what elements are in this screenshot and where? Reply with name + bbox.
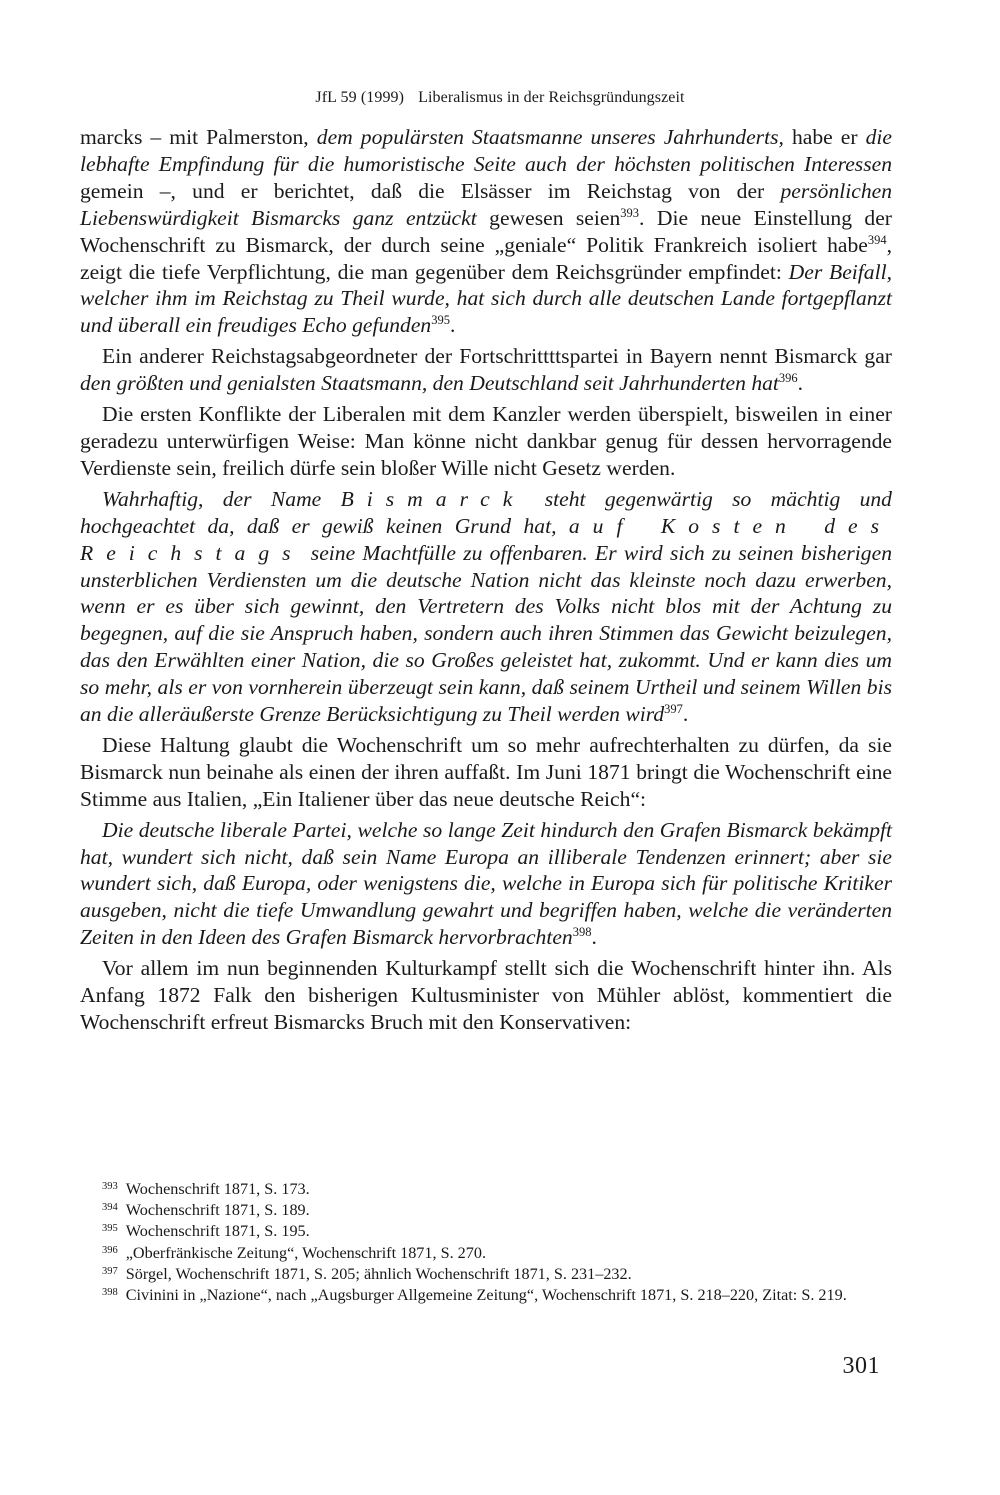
running-title: Liberalismus in der Reichsgründungszeit bbox=[418, 89, 685, 106]
footnote-number: 395 bbox=[102, 1223, 118, 1235]
footnote-number: 397 bbox=[102, 1265, 118, 1277]
quote-run: den größten und genialsten Staatsmann, den Deutschland seit Jahrhunderten hat bbox=[80, 371, 779, 396]
footnote-number: 396 bbox=[102, 1244, 118, 1256]
footnote-text: Wochenschrift 1871, S. 195. bbox=[125, 1222, 310, 1241]
text-run: gemein –, und er berichtet, daß die Elsässer im Reichstag von der bbox=[80, 178, 781, 203]
text-run: marcks – mit Palmerston, bbox=[80, 125, 317, 149]
quote-run: dem populärsten Staatsmanne unseres Jahrhunderts, bbox=[316, 125, 784, 149]
quote-run: steht gegenwärtig so mächtig und hochgeachtet da, daß er gewiß keinen Grund hat, bbox=[80, 486, 892, 538]
block-quote-2 bbox=[80, 817, 892, 952]
footnote-number: 394 bbox=[102, 1202, 118, 1214]
footnote bbox=[80, 1264, 892, 1284]
footnote-text: Civinini in „Nazione“, nach „Augsburger Allgemeine Zeitung“, Wochenschrift 1871, S. 218–220, Zitat: S. 219. bbox=[125, 1286, 847, 1305]
footnote bbox=[80, 1200, 892, 1220]
paragraph-5 bbox=[80, 955, 892, 1036]
spaced-emphasis: auf Kosten des Reichstags bbox=[80, 513, 892, 565]
text-run: Vor allem im nun beginnenden Kulturkampf stellt sich die Wochenschrift hinter ihn. Als Anfang 1872 Falk den bisherigen Kultusminister von Mühler ablöst, kommentiert die Wochenschrift erfreut Bismarcks Bruch mit den Konservativen: bbox=[80, 956, 892, 1034]
footnote-text: „Oberfränkische Zeitung“, Wochenschrift 1871, S. 270. bbox=[125, 1243, 487, 1262]
footnote-ref: 397 bbox=[664, 702, 683, 717]
footnote bbox=[80, 1285, 892, 1305]
main-text bbox=[80, 124, 892, 1040]
text-run: Diese Haltung glaubt die Wochenschrift um so mehr aufrechterhalten zu dürfen, da sie Bismarck nun beinahe als einen der ihren auffaßt. Im Juni 1871 bringt die Wochenschrift eine Stimme aus Italien, „Ein Italiener über das neue deutsche Reich“: bbox=[80, 732, 892, 811]
footnote-ref: 395 bbox=[431, 313, 450, 328]
journal-citation: JfL 59 (1999) bbox=[315, 89, 405, 106]
paragraph-3 bbox=[80, 401, 892, 482]
quote-run: persönlichen Liebenswürdigkeit Bismarcks ganz entzückt bbox=[80, 178, 892, 230]
footnote-ref: 396 bbox=[778, 371, 798, 386]
text-run: . Die neue Einstellung der Wochenschrift zu Bismarck, der durch seine „geniale“ Politik Frankreich isoliert habe bbox=[80, 205, 892, 257]
text-run: gewesen seien bbox=[476, 205, 621, 230]
paragraph-4 bbox=[80, 732, 892, 813]
text-run: . bbox=[797, 371, 804, 396]
footnotes bbox=[80, 1179, 892, 1306]
footnote-number: 393 bbox=[102, 1181, 118, 1192]
footnote-ref: 394 bbox=[867, 232, 887, 247]
page-number: 301 bbox=[842, 1353, 880, 1379]
footnote-text: Wochenschrift 1871, S. 189. bbox=[125, 1201, 310, 1220]
text-run: . bbox=[682, 702, 689, 727]
quote-run: Der Beifall, welcher ihm im Reichstag zu Theil wurde, hat sich durch alle deutschen Lande fortgepflanzt und überall ein freudiges Echo gefunden bbox=[80, 259, 892, 338]
block-quote-1 bbox=[80, 486, 892, 728]
footnote bbox=[80, 1221, 892, 1241]
quote-run: Die deutsche liberale Partei, welche so lange Zeit hindurch den Grafen Bismarck bekämpft hat, wundert sich nicht, daß sein Name Europa an illiberale Tendenzen erinnert; aber sie wundert sich, daß Europa, oder wenigstens die, welche in Europa sich für politische Kritiker ausgeben, nicht die tiefe Umwandlung gewahrt und begriffen haben, welche die veränderten Zeiten in den Ideen des Grafen Bismarck hervorbrachten bbox=[80, 817, 892, 950]
footnote-ref: 393 bbox=[620, 205, 640, 220]
footnote bbox=[80, 1243, 892, 1263]
spaced-emphasis: Bismarck bbox=[340, 486, 526, 511]
footnote-ref: 398 bbox=[572, 925, 592, 940]
text-run: habe er bbox=[783, 125, 866, 149]
footnote-text: Wochenschrift 1871, S. 173. bbox=[125, 1180, 310, 1198]
footnote bbox=[80, 1179, 892, 1199]
text-run: . bbox=[591, 925, 597, 950]
text-run: Ein anderer Reichstagsabgeordneter der Fortschrittttspartei in Bayern nennt Bismarck gar bbox=[102, 344, 892, 369]
text-run: . bbox=[449, 313, 456, 338]
paragraph-1 bbox=[80, 124, 892, 339]
running-header bbox=[0, 89, 1000, 107]
footnote-number: 398 bbox=[102, 1287, 118, 1299]
quote-run: seine Machtfülle zu offenbaren. Er wird sich zu seinen bisherigen unsterblichen Verdiensten um die deutsche Nation nicht das kleinste noch dazu erwerben, wenn er es über sich gewinnt, den Vertretern des Volks nicht blos mit der Achtung zu begegnen, auf die sie Anspruch haben, sondern auch ihren Stimmen das Gewicht beizulegen, das den Erwählten einer Nation, die so Großes geleistet hat, zukommt. Und er kann dies um so mehr, als er von vornherein überzeugt sein kann, daß seinem Urtheil und seinem Willen bis an die alleräußerste Grenze Berücksichtigung zu Theil werden wird bbox=[80, 540, 892, 727]
text-run: , zeigt die tiefe Verpflichtung, die man gegenüber dem Reichsgründer empfindet: bbox=[80, 232, 892, 284]
quote-run: die lebhafte Empfindung für die humoristische Seite auch der höchsten politischen Interessen bbox=[80, 125, 892, 176]
footnote-text: Sörgel, Wochenschrift 1871, S. 205; ähnlich Wochenschrift 1871, S. 231–232. bbox=[125, 1264, 632, 1283]
text-run: Die ersten Konflikte der Liberalen mit dem Kanzler werden überspielt, bisweilen in einer geradezu unterwürfigen Weise: Man könne nicht dankbar genug für dessen hervorragende Verdienste sein, freilich dürfe sein bloßer Wille nicht Gesetz werden. bbox=[80, 402, 892, 480]
paragraph-2 bbox=[80, 343, 892, 397]
quote-run: Wahrhaftig, der Name bbox=[102, 486, 341, 511]
